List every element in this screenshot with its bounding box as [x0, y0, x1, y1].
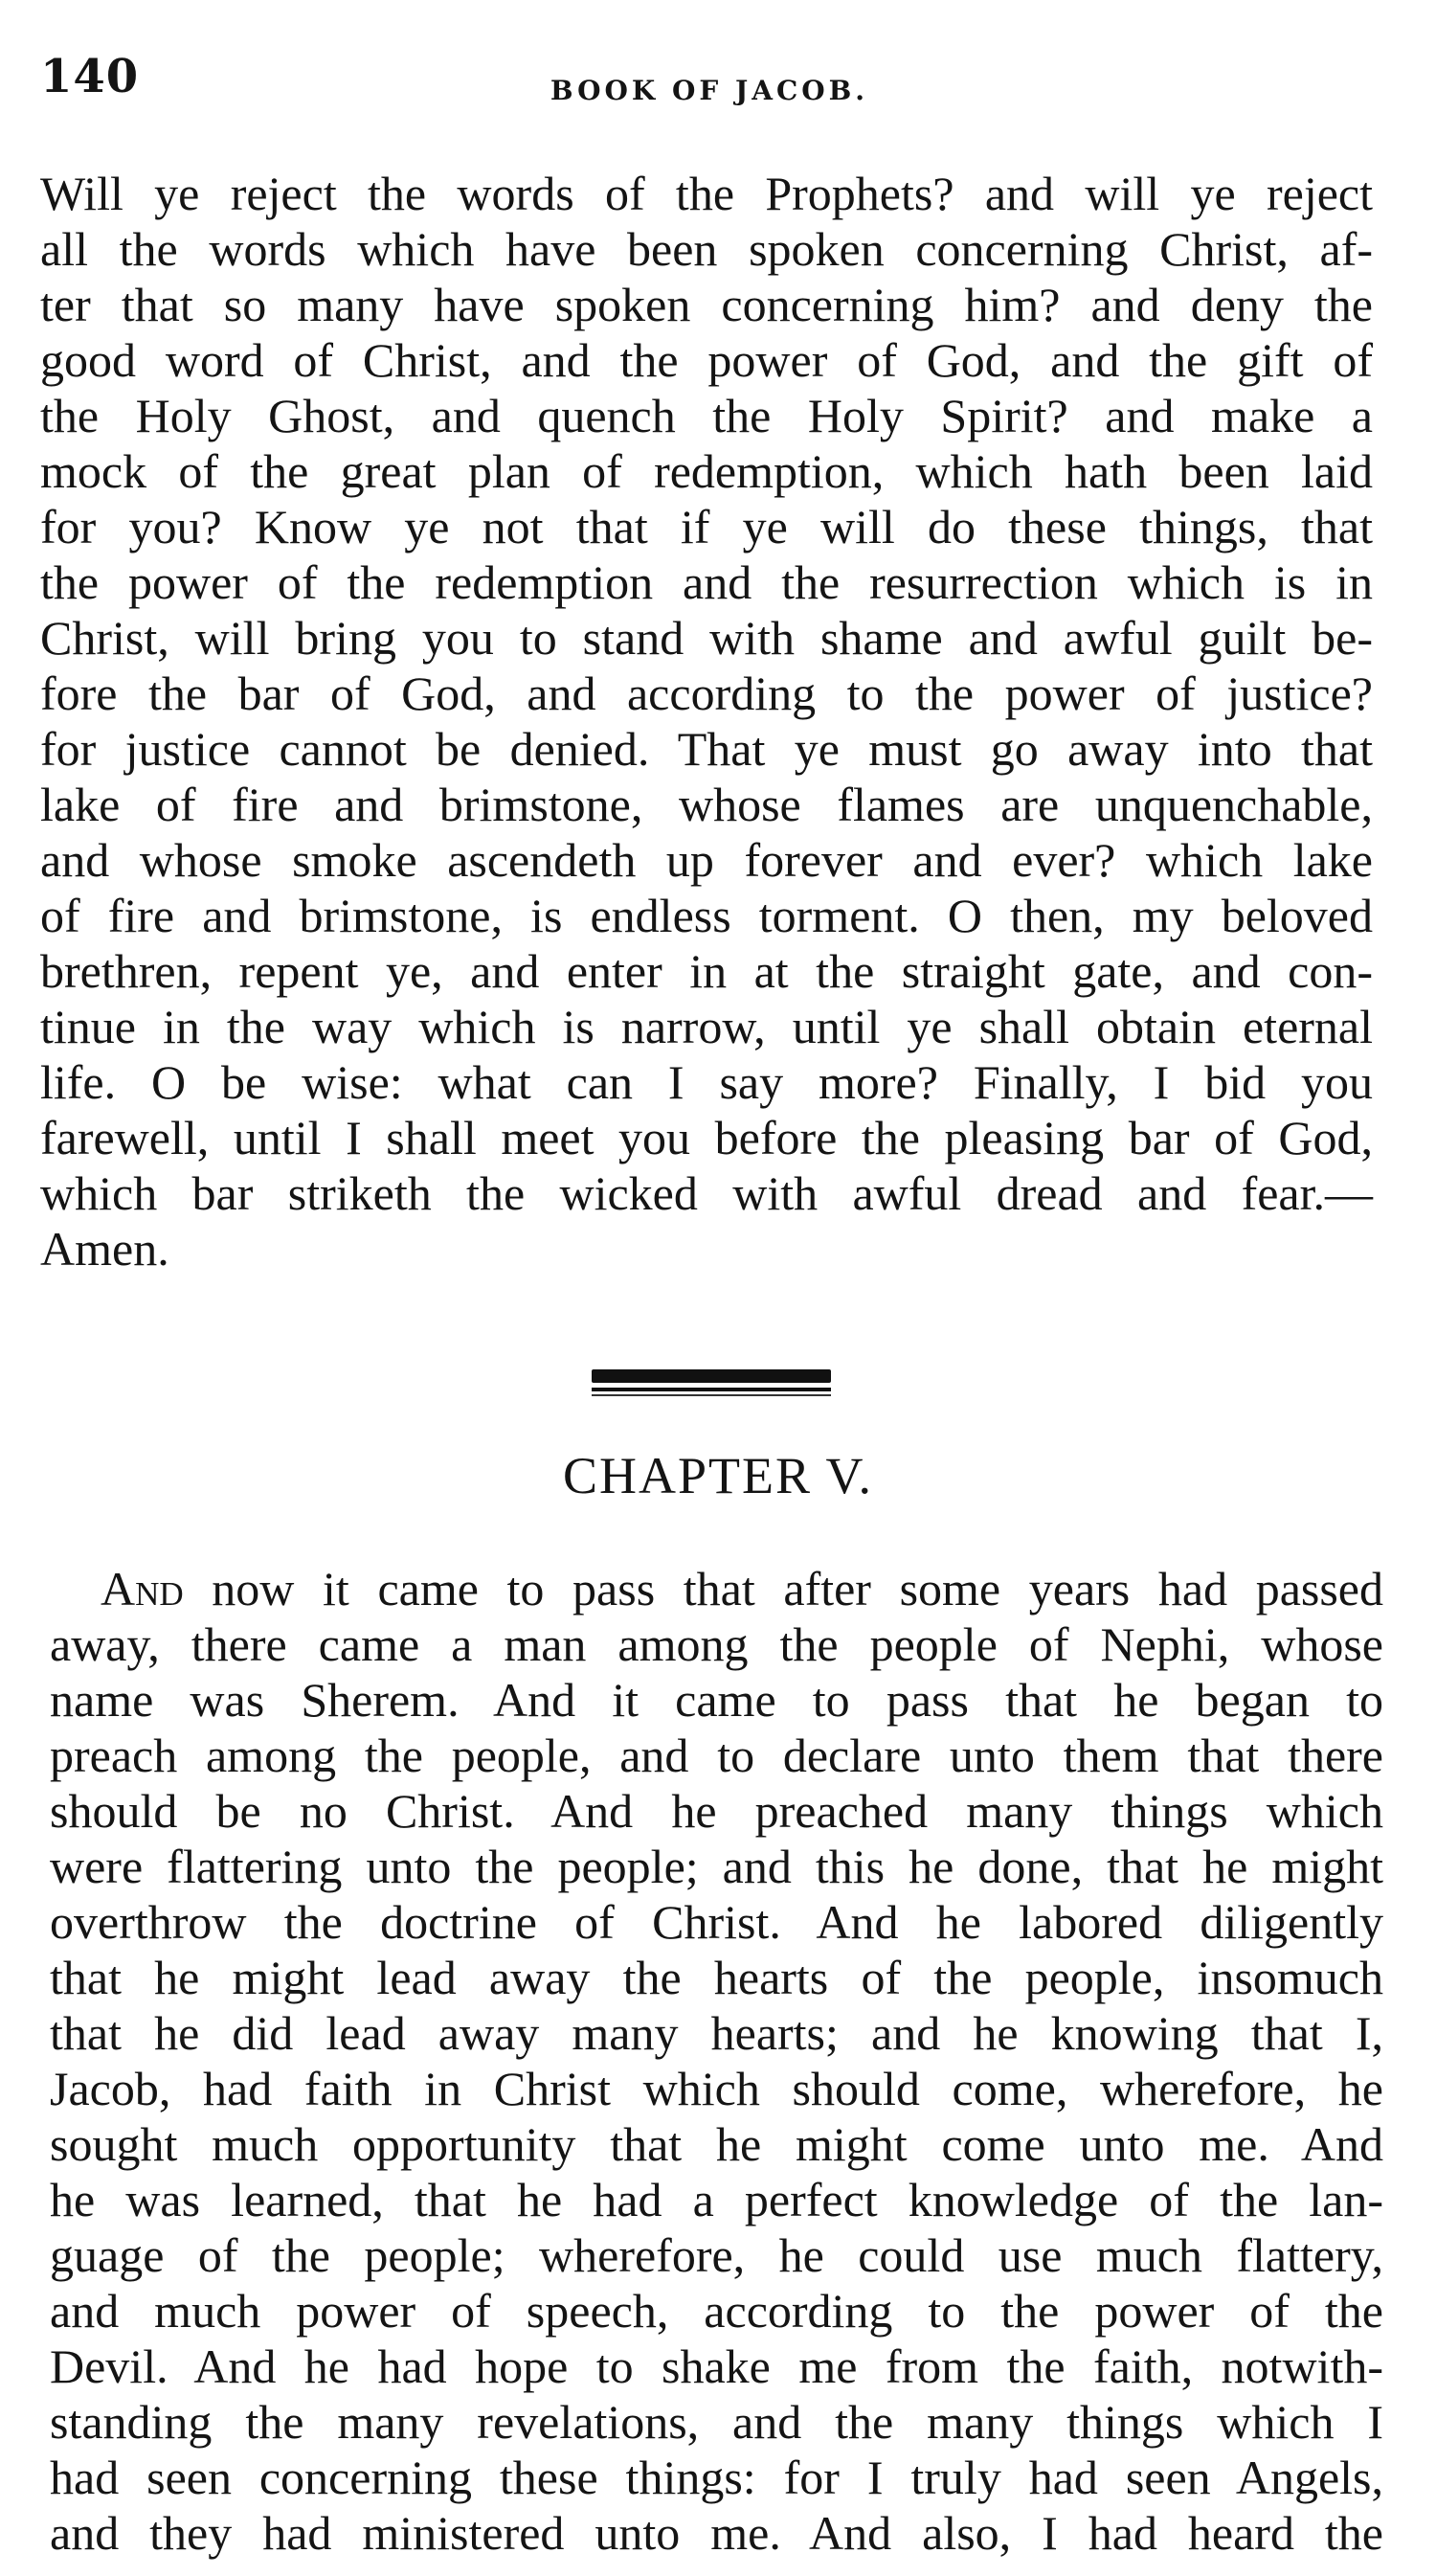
text-line: which bar striketh the wicked with awful dread and fear.—: [40, 1166, 1373, 1220]
text-line: should be no Christ. And he preached many things which: [50, 1784, 1383, 1838]
text-line: Christ, will bring you to stand with shame and awful guilt be-: [40, 611, 1373, 665]
rule-thick-bar: [592, 1369, 831, 1383]
rule-hairline-bar: [592, 1394, 831, 1396]
text-line: good word of Christ, and the power of God, and the gift of: [40, 333, 1373, 387]
text-line: brethren, repent ye, and enter in at the straight gate, and con-: [40, 944, 1373, 998]
text-line: Will ye reject the words of the Prophets? and will ye reject: [40, 167, 1373, 220]
page-number: 140: [40, 50, 140, 103]
running-head: BOOK OF JACOB.: [550, 75, 869, 106]
text-line: for justice cannot be denied. That ye must go away into that: [40, 722, 1373, 776]
text-line: away, there came a man among the people of Nephi, whose: [50, 1617, 1383, 1671]
text-line: of fire and brimstone, is endless torment. O then, my beloved: [40, 889, 1373, 942]
rule-thin-bar: [592, 1388, 831, 1391]
text-line: tinue in the way which is narrow, until ye shall obtain eternal: [40, 1000, 1373, 1053]
text-line: that he might lead away the hearts of the people, insomuch: [50, 1951, 1383, 2004]
text-line: Amen.: [40, 1222, 169, 1276]
text-line: and they had ministered unto me. And also, I had heard the: [50, 2506, 1383, 2560]
text-line: life. O be wise: what can I say more? Finally, I bid you: [40, 1055, 1373, 1109]
text-line: fore the bar of God, and according to the power of justice?: [40, 667, 1373, 720]
text-line: name was Sherem. And it came to pass that he began to: [50, 1673, 1383, 1727]
text-line: the Holy Ghost, and quench the Holy Spirit? and make a: [40, 389, 1373, 442]
text-line: Devil. And he had hope to shake me from the faith, notwith-: [50, 2339, 1383, 2393]
text-line: and much power of speech, according to the power of the: [50, 2284, 1383, 2338]
text-line: guage of the people; wherefore, he could use much flattery,: [50, 2228, 1383, 2282]
text-line: that he did lead away many hearts; and he knowing that I,: [50, 2006, 1383, 2060]
text-line: Jacob, had faith in Christ which should come, wherefore, he: [50, 2062, 1383, 2115]
opening-word: And: [101, 1562, 184, 1616]
page-header: [40, 50, 1379, 107]
text-line: had seen concerning these things: for I truly had seen Angels,: [50, 2451, 1383, 2504]
chapter-heading: CHAPTER V.: [562, 1447, 874, 1504]
text-line: overthrow the doctrine of Christ. And he labored diligently: [50, 1895, 1383, 1949]
text-line: were flattering unto the people; and this he done, that he might: [50, 1840, 1383, 1893]
text-line: he was learned, that he had a perfect knowledge of the lan-: [50, 2173, 1383, 2226]
text-line: all the words which have been spoken concerning Christ, af-: [40, 222, 1373, 276]
text-line: and whose smoke ascendeth up forever and ever? which lake: [40, 833, 1373, 887]
text-line: sought much opportunity that he might come unto me. And: [50, 2117, 1383, 2171]
text-line: farewell, until I shall meet you before the pleasing bar of God,: [40, 1111, 1373, 1164]
text-line: ter that so many have spoken concerning him? and deny the: [40, 278, 1373, 331]
ornamental-rule: [592, 1369, 831, 1398]
text-line: lake of fire and brimstone, whose flames are unquenchable,: [40, 778, 1373, 831]
first-line-text: now it came to pass that after some years had passed: [183, 1562, 1383, 1616]
text-line: preach among the people, and to declare unto them that there: [50, 1729, 1383, 1782]
text-line: for you? Know ye not that if ye will do these things, that: [40, 500, 1373, 554]
text-line: mock of the great plan of redemption, which hath been laid: [40, 444, 1373, 498]
text-line: standing the many revelations, and the many things which I: [50, 2395, 1383, 2449]
text-line: the power of the redemption and the resurrection which is in: [40, 555, 1373, 609]
chapter-first-line: [101, 1561, 1383, 1616]
